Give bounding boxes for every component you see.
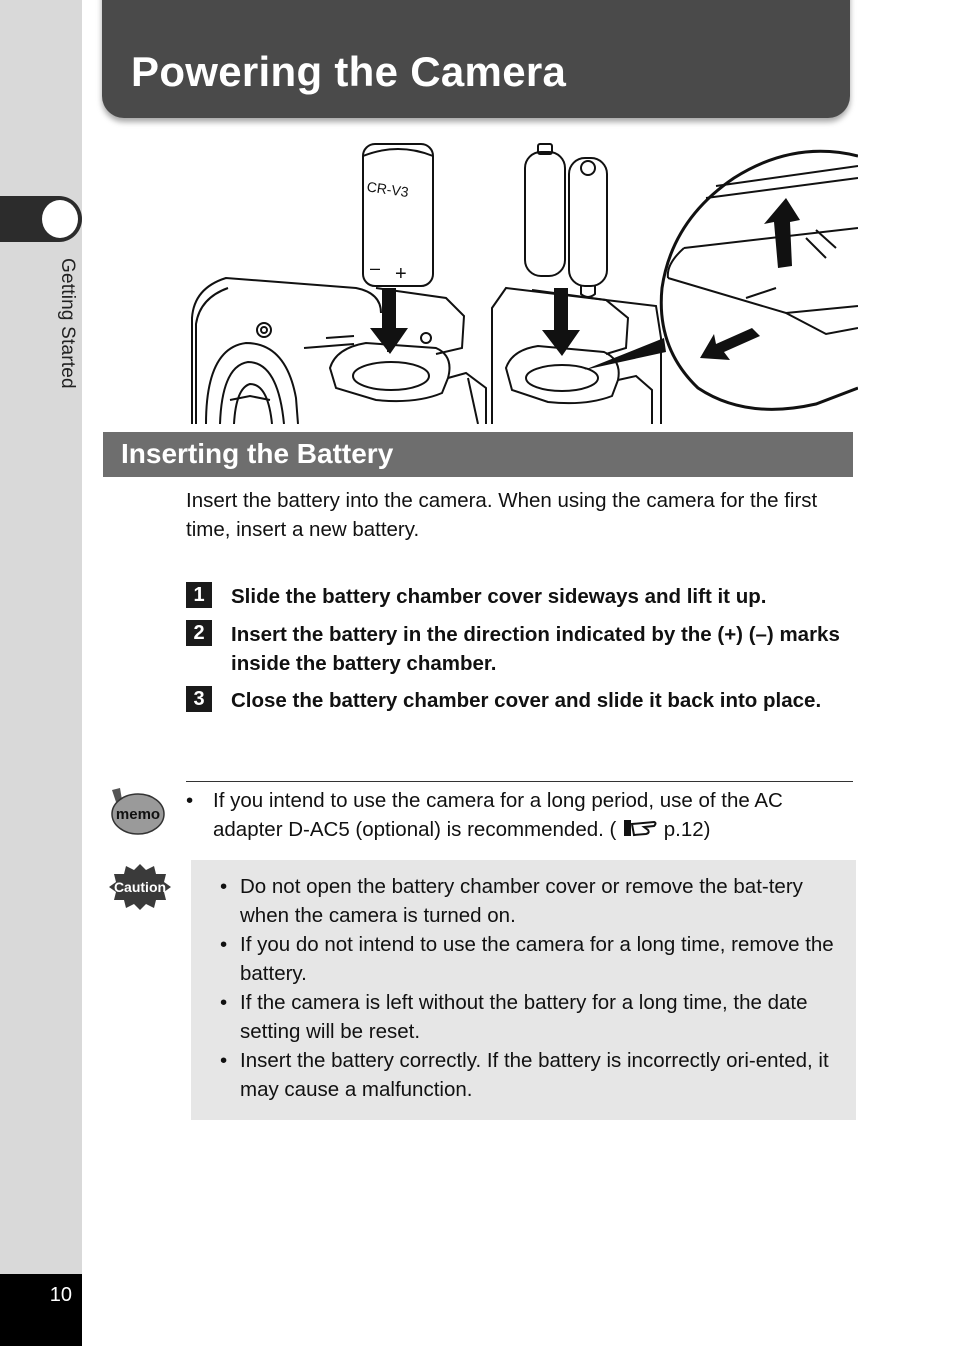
caution-item: • If the camera is left without the battery for a long time, the date setting will be reset. <box>220 988 840 1046</box>
caution-list <box>220 872 840 1104</box>
page-title: Powering the Camera <box>131 48 567 95</box>
step-text: Insert the battery in the direction indicated by the (+) (–) marks inside the battery chamber. <box>231 623 840 675</box>
page-reference-icon <box>622 818 658 838</box>
battery-label: CR-V3 <box>365 178 410 201</box>
battery-insertion-illustration <box>186 138 858 424</box>
memo-icon <box>106 786 166 838</box>
memo-icon-label: memo <box>115 806 161 823</box>
memo-divider <box>186 781 853 782</box>
battery-minus-mark: – <box>370 258 381 278</box>
memo-bullet: • <box>186 789 194 812</box>
battery-plus-mark: + <box>395 263 407 285</box>
chapter-tab-dot <box>42 200 78 238</box>
caution-icon-label: Caution <box>113 879 167 895</box>
memo-line-1: If you intend to use the camera for a long period, use of the AC <box>213 789 783 812</box>
page-number: 10 <box>49 1284 72 1306</box>
caution-item: • If you do not intend to use the camera for a long time, remove the battery. <box>220 930 840 988</box>
memo-line-2-text: adapter D-AC5 (optional) is recommended. ( <box>213 818 617 841</box>
intro-paragraph: Insert the battery into the camera. When using the camera for the first time, insert a new battery. <box>186 489 818 541</box>
step-number: 3 <box>186 686 212 712</box>
memo-line-2 <box>213 815 853 844</box>
step-number: 1 <box>186 582 212 608</box>
caution-item: • Insert the battery correctly. If the battery is incorrectly ori-ented, it may cause a malfunction. <box>220 1046 840 1104</box>
section-title: Inserting the Battery <box>121 438 394 469</box>
caution-icon <box>108 862 172 912</box>
caution-item: • Do not open the battery chamber cover or remove the bat-tery when the camera is turned on. <box>220 872 840 930</box>
step-text: Close the battery chamber cover and slide it back into place. <box>231 689 822 712</box>
memo-page-reference[interactable]: p.12) <box>663 818 711 841</box>
step-number: 2 <box>186 620 212 646</box>
chapter-label: Getting Started <box>57 258 78 389</box>
step-text: Slide the battery chamber cover sideways and lift it up. <box>231 585 767 608</box>
